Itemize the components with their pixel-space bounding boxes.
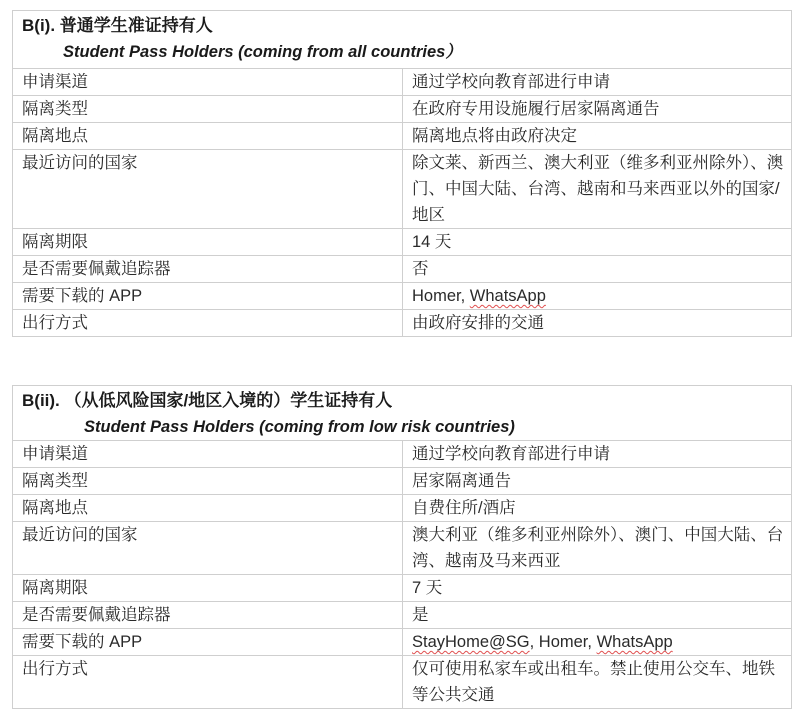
table-row (13, 310, 792, 337)
app-name-whatsapp: WhatsApp (469, 287, 546, 305)
row-value: 由政府安排的交通 (403, 310, 792, 337)
row-label: 是否需要佩戴追踪器 (13, 256, 403, 283)
table-title: B(ii). （从低风险国家/地区入境的）学生证持有人 (22, 391, 393, 410)
row-label: 隔离地点 (13, 495, 403, 522)
row-label: 需要下载的 APP (13, 629, 403, 656)
app-list-text: Homer, (412, 287, 470, 305)
row-value: 通过学校向教育部进行申请 (403, 69, 792, 96)
table-row (13, 495, 792, 522)
row-value: 居家隔离通告 (403, 468, 792, 495)
table-subtitle: Student Pass Holders (coming from all countries） (63, 43, 462, 61)
table-row (13, 150, 792, 229)
row-value (403, 283, 792, 310)
app-list-text: , Homer, (529, 633, 597, 651)
row-value: 自费住所/酒店 (403, 495, 792, 522)
row-value (403, 629, 792, 656)
row-label: 申请渠道 (13, 69, 403, 96)
row-label: 隔离类型 (13, 468, 403, 495)
student-pass-table-low-risk (12, 385, 792, 709)
table-row (13, 575, 792, 602)
row-label: 隔离地点 (13, 123, 403, 150)
app-name-stayhome: StayHome@SG (412, 633, 530, 651)
table-header-row (13, 386, 792, 441)
table-header-row (13, 11, 792, 69)
row-value: 仅可使用私家车或出租车。禁止使用公交车、地铁等公共交通 (403, 656, 792, 709)
row-label: 需要下载的 APP (13, 283, 403, 310)
table-row (13, 656, 792, 709)
table-header-cell (13, 11, 792, 69)
table-row (13, 602, 792, 629)
row-label: 隔离类型 (13, 96, 403, 123)
table-row (13, 123, 792, 150)
table-row (13, 468, 792, 495)
row-label: 最近访问的国家 (13, 150, 403, 229)
row-label: 最近访问的国家 (13, 522, 403, 575)
row-label: 申请渠道 (13, 441, 403, 468)
table-row (13, 256, 792, 283)
row-value: 隔离地点将由政府决定 (403, 123, 792, 150)
table-row (13, 283, 792, 310)
row-value: 14 天 (403, 229, 792, 256)
table-row (13, 441, 792, 468)
table-subtitle: Student Pass Holders (coming from low risk countries) (84, 418, 515, 436)
row-label: 是否需要佩戴追踪器 (13, 602, 403, 629)
row-value: 通过学校向教育部进行申请 (403, 441, 792, 468)
row-value: 是 (403, 602, 792, 629)
table-title: B(i). 普通学生准证持有人 (22, 16, 213, 35)
row-label: 隔离期限 (13, 229, 403, 256)
app-name-whatsapp: WhatsApp (596, 633, 673, 651)
row-value: 除文莱、新西兰、澳大利亚（维多利亚州除外）、澳门、中国大陆、台湾、越南和马来西亚以外的国家/地区 (403, 150, 792, 229)
table-row (13, 229, 792, 256)
row-label: 隔离期限 (13, 575, 403, 602)
row-value: 在政府专用设施履行居家隔离通告 (403, 96, 792, 123)
student-pass-table-all-countries (12, 10, 792, 337)
table-row (13, 96, 792, 123)
row-value: 7 天 (403, 575, 792, 602)
table-row (13, 522, 792, 575)
row-label: 出行方式 (13, 310, 403, 337)
table-header-cell (13, 386, 792, 441)
row-label: 出行方式 (13, 656, 403, 709)
row-value: 否 (403, 256, 792, 283)
table-row (13, 69, 792, 96)
table-row (13, 629, 792, 656)
row-value: 澳大利亚（维多利亚州除外）、澳门、中国大陆、台湾、越南及马来西亚 (403, 522, 792, 575)
